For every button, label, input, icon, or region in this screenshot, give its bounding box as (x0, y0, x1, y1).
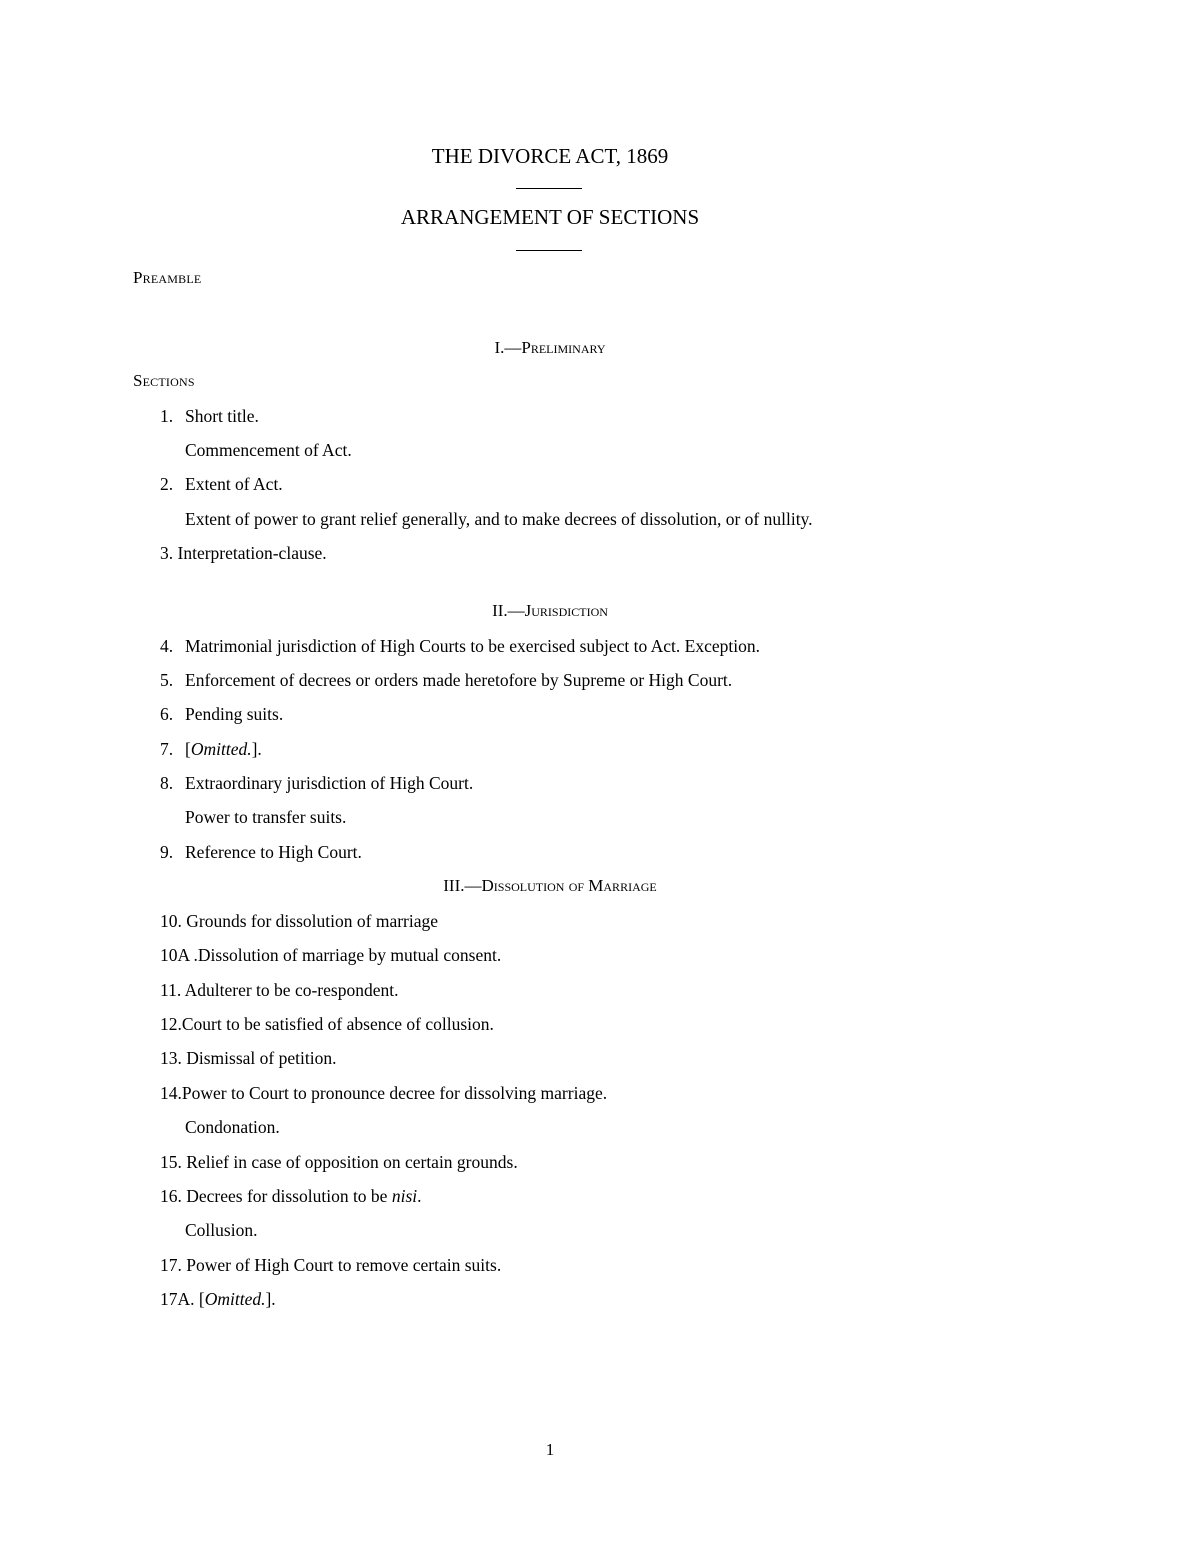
section-title: Pending suits. (185, 704, 284, 724)
section-entry (160, 406, 259, 427)
section-entry: 3. Interpretation-clause. (160, 543, 327, 563)
section-number: 1. (160, 406, 174, 426)
section-entry (160, 704, 283, 725)
section-entry: 13. Dismissal of petition. (160, 1048, 337, 1068)
section-entry (160, 670, 732, 691)
page-number: 1 (545, 1440, 555, 1459)
section-entry: 14.Power to Court to pronounce decree for dissolving marriage. (160, 1083, 608, 1103)
section-number: 6. (160, 704, 174, 724)
sections-label: Sections (133, 371, 195, 390)
preamble-label: Preamble (133, 268, 202, 287)
section-entry (160, 474, 283, 495)
section-title: Enforcement of decrees or orders made heretofore by Supreme or High Court. (185, 670, 733, 690)
section-title-suffix: . (417, 1186, 422, 1206)
section-title-suffix: ]. (265, 1289, 276, 1309)
chapter-heading: III.—Dissolution of Marriage (443, 876, 657, 895)
arrangement-divider (516, 250, 582, 251)
section-entry: 10. Grounds for dissolution of marriage (160, 911, 439, 931)
section-entry (160, 636, 760, 657)
section-title: Extent of Act. (185, 474, 283, 494)
section-title: Reference to High Court. (185, 842, 362, 862)
section-subentry: Commencement of Act. (185, 440, 352, 460)
section-entry: 11. Adulterer to be co-respondent. (160, 980, 399, 1000)
section-number: 7. (160, 739, 174, 759)
section-entry (160, 739, 262, 760)
section-subentry: Extent of power to grant relief generally, and to make decrees of dissolution, or of nullity. (185, 509, 813, 529)
section-number: 5. (160, 670, 174, 690)
section-number: 2. (160, 474, 174, 494)
section-title-prefix: [ (185, 739, 191, 759)
section-entry: 12.Court to be satisfied of absence of collusion. (160, 1014, 494, 1034)
section-number: 8. (160, 773, 174, 793)
section-entry (160, 773, 473, 794)
section-number: 4. (160, 636, 174, 656)
chapter-heading: II.—Jurisdiction (492, 601, 608, 620)
section-subentry: Collusion. (185, 1220, 258, 1240)
section-title: Extraordinary jurisdiction of High Court. (185, 773, 474, 793)
section-entry: 17. Power of High Court to remove certain suits. (160, 1255, 502, 1275)
nisi-italic: nisi (391, 1186, 418, 1206)
chapter-heading: I.—Preliminary (494, 338, 606, 357)
section-entry: 15. Relief in case of opposition on certain grounds. (160, 1152, 518, 1172)
act-title: THE DIVORCE ACT, 1869 (431, 144, 669, 168)
section-subentry: Condonation. (185, 1117, 280, 1137)
section-subentry: Power to transfer suits. (185, 807, 347, 827)
omitted-italic: Omitted. (204, 1289, 266, 1309)
section-entry: 10A .Dissolution of marriage by mutual consent. (160, 945, 502, 965)
section-entry (160, 1289, 276, 1310)
section-entry (160, 1186, 422, 1207)
omitted-italic: Omitted. (190, 739, 252, 759)
section-title-prefix: 17A. [ (160, 1289, 205, 1309)
section-title: Short title. (185, 406, 259, 426)
section-title-suffix: ]. (251, 739, 262, 759)
title-divider (516, 188, 582, 189)
arrangement-heading: ARRANGEMENT OF SECTIONS (400, 205, 700, 229)
section-number: 9. (160, 842, 174, 862)
section-entry (160, 842, 362, 863)
section-title: Matrimonial jurisdiction of High Courts to be exercised subject to Act. Exception. (185, 636, 760, 656)
section-title-prefix: 16. Decrees for dissolution to be (160, 1186, 392, 1206)
